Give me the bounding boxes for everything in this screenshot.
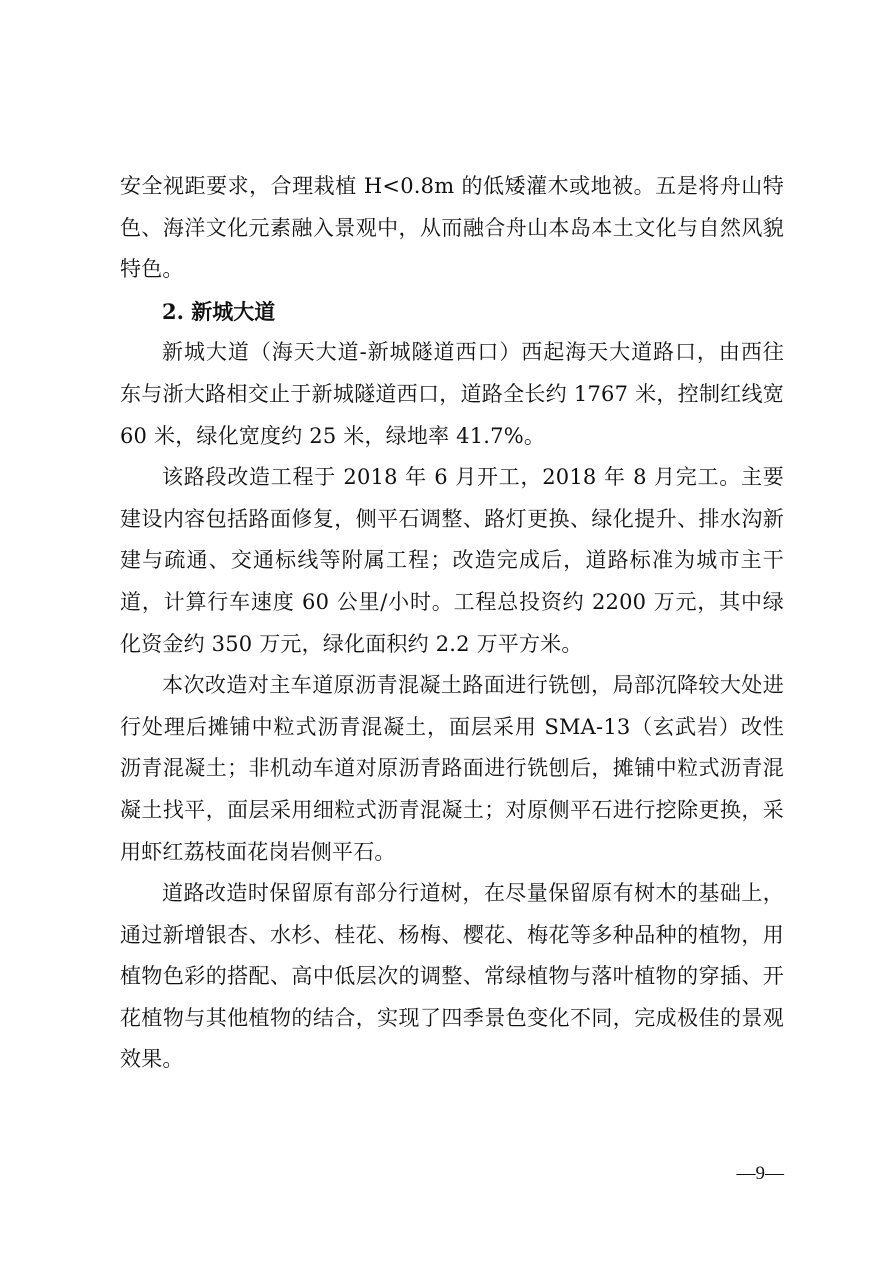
paragraph-pavement-work: 本次改造对主车道原沥青混凝土路面进行铣刨，局部沉降较大处进行处理后摊铺中粒式沥青混凝土，面层采用 SMA-13（玄武岩）改性沥青混凝土；非机动车道对原沥青路面进行铣刨后，摊铺中粒式沥青混凝土找平，面层采用细粒式沥青混凝土；对原侧平石进行挖除更换，采用虾红荔枝面花岗岩侧平石。 bbox=[120, 673, 784, 864]
document-body bbox=[120, 166, 784, 1081]
paragraph-construction-details: 该路段改造工程于 2018 年 6 月开工，2018 年 8 月完工。主要建设内容包括路面修复，侧平石调整、路灯更换、绿化提升、排水沟新建与疏通、交通标线等附属工程；改造完成后，道路标准为城市主干道，计算行车速度 60 公里/小时。工程总投资约 2200 万元，其中绿化资金约 350 万元，绿化面积约 2.2 万平方米。 bbox=[120, 465, 784, 656]
paragraph-road-overview: 新城大道（海天大道-新城隧道西口）西起海天大道路口，由西往东与浙大路相交止于新城隧道西口，道路全长约 1767 米，控制红线宽 60 米，绿化宽度约 25 米，绿地率 41.7%。 bbox=[120, 340, 784, 448]
page-number: —9— bbox=[736, 1163, 784, 1184]
paragraph-continuation: 安全视距要求，合理栽植 H<0.8m 的低矮灌木或地被。五是将舟山特色、海洋文化元素融入景观中，从而融合舟山本岛本土文化与自然风貌特色。 bbox=[120, 174, 784, 282]
section-heading: 2. 新城大道 bbox=[162, 298, 276, 324]
paragraph-greening-work: 道路改造时保留原有部分行道树，在尽量保留原有树木的基础上，通过新增银杏、水杉、桂花、杨梅、樱花、梅花等多种品种的植物，用植物色彩的搭配、高中低层次的调整、常绿植物与落叶植物的穿插、开花植物与其他植物的结合，实现了四季景色变化不同，完成极佳的景观效果。 bbox=[120, 881, 784, 1072]
